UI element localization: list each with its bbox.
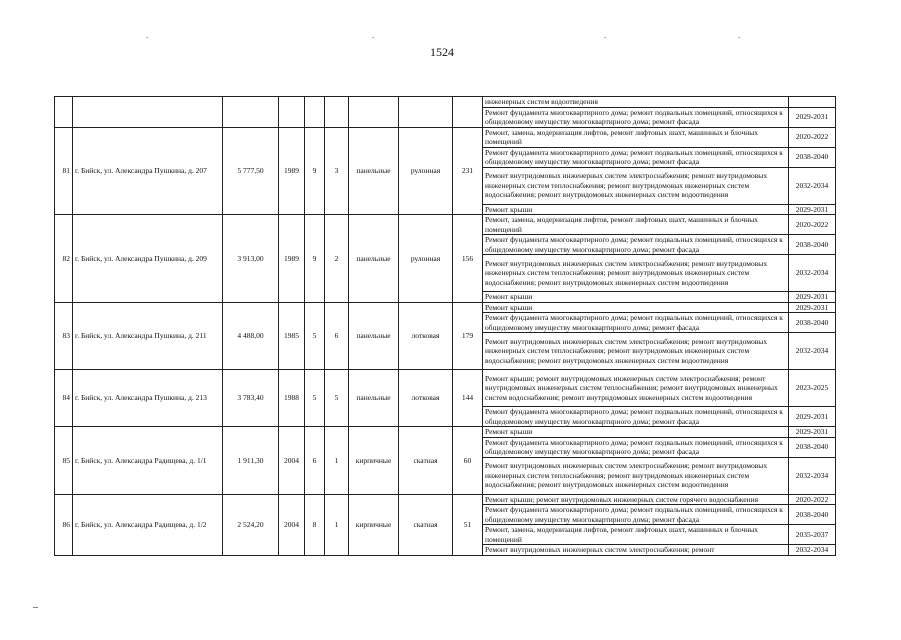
roof-cell [399,97,453,128]
building-area: 4 488,00 [223,302,279,370]
page-number: 1524 [430,45,454,59]
entrance-count: 5 [325,370,349,427]
work-type-cell: Ремонт фундамента многоквартирного дома; ремонт подвальных помещений, относящихся к общедомовому имуществу многоквартирного дома; ремонт фасада [483,437,789,457]
row-number: 82 [55,215,73,303]
period-cell: 2029-2031 [789,302,836,313]
period-cell: 2032-2034 [789,167,836,204]
work-type-cell: Ремонт внутридомовых инженерных систем электроснабжения; ремонт внутридомовых инженерных систем теплоснабжения; ремонт внутридомовых инженерных систем водоснабжения; ремонт внутридомовых инженерных систем водоотведения [483,167,789,204]
building-area: 2 524,20 [223,494,279,555]
period-cell: 2038-2040 [789,437,836,457]
construction-year: 1989 [279,215,305,303]
period-cell: 2038-2040 [789,235,836,255]
building-area: 3 783,40 [223,370,279,427]
entrance-count: 3 [325,127,349,215]
building-address: г. Бийск, ул. Александра Радищева, д. 1/1 [73,427,223,495]
wall-material: панельные [349,215,399,303]
work-type-cell: Ремонт, замена, модернизация лифтов, ремонт лифтовых шахт, машинных и блочных помещений [483,127,789,147]
work-type-cell: Ремонт фундамента многоквартирного дома; ремонт подвальных помещений, относящихся к общедомовому имуществу многоквартирного дома; ремонт фасада [483,107,789,127]
period-cell: 2038-2040 [789,147,836,167]
floor-count: 6 [305,427,325,495]
floor-count: 5 [305,370,325,427]
period-cell: 2038-2040 [789,313,836,333]
work-type-cell: Ремонт крыши; ремонт внутридомовых инженерных систем горячего водоснабжения [483,494,789,505]
table-body [55,97,836,556]
construction-year: 1988 [279,370,305,427]
period-cell: 2032-2034 [789,457,836,494]
work-type-cell: Ремонт внутридомовых инженерных систем электроснабжения; ремонт внутридомовых инженерных систем теплоснабжения; ремонт внутридомовых инженерных систем водоснабжения; ремонт внутридомовых инженерных систем водоотведения [483,255,789,292]
wall-material: кирпичные [349,494,399,555]
wall-material: панельные [349,370,399,427]
roof-type: лотковая [399,302,453,370]
scan-dot: . [738,30,741,40]
row-number: 81 [55,127,73,215]
roof-type: рулонная [399,215,453,303]
roof-type: скатная [399,427,453,495]
work-type-cell: Ремонт крыши; ремонт внутридомовых инженерных систем электроснабжения; ремонт внутридомовых инженерных систем теплоснабжения; ремонт внутридомовых инженерных систем водоснабжения; ремонт внутридомовых инженерных систем водоотведения [483,370,789,407]
floors-cell [305,97,325,128]
wall-material: кирпичные [349,427,399,495]
area-cell [223,97,279,128]
period-cell: 2029-2031 [789,107,836,127]
construction-year: 1989 [279,127,305,215]
scan-dot: . [604,30,607,40]
period-cell: 2032-2034 [789,333,836,370]
work-type-cell: Ремонт, замена, модернизация лифтов, ремонт лифтовых шахт, машинных и блочных помещений [483,215,789,235]
period-cell: 2038-2040 [789,505,836,525]
work-type-cell: Ремонт фундамента многоквартирного дома; ремонт подвальных помещений, относящихся к общедомовому имуществу многоквартирного дома; ремонт фасада [483,147,789,167]
work-type-cell: Ремонт крыши [483,302,789,313]
work-type-cell: инженерных систем водоотведения [483,97,789,108]
work-type-cell: Ремонт внутридомовых инженерных систем электроснабжения; ремонт [483,545,789,556]
period-cell: 2032-2034 [789,545,836,556]
period-cell: 2020-2022 [789,215,836,235]
entrance-count: 1 [325,494,349,555]
construction-year: 2004 [279,427,305,495]
work-type-cell: Ремонт крыши [483,204,789,215]
period-cell: 2023-2025 [789,370,836,407]
building-address: г. Бийск, ул. Александра Пушкина, д. 209 [73,215,223,303]
period-cell: 2029-2031 [789,407,836,427]
floor-count: 9 [305,127,325,215]
building-address: г. Бийск, ул. Александра Пушкина, д. 207 [73,127,223,215]
building-area: 3 913,00 [223,215,279,303]
row-number: 86 [55,494,73,555]
period-cell: 2029-2031 [789,427,836,438]
scan-dot: . [372,30,375,40]
residents-count: 179 [453,302,483,370]
work-type-cell: Ремонт фундамента многоквартирного дома; ремонт подвальных помещений, относящихся к общедомовому имуществу многоквартирного дома; ремонт фасада [483,235,789,255]
work-type-cell: Ремонт внутридомовых инженерных систем электроснабжения; ремонт внутридомовых инженерных систем теплоснабжения; ремонт внутридомовых инженерных систем водоснабжения; ремонт внутридомовых инженерных систем водоотведения [483,333,789,370]
residents-count: 156 [453,215,483,303]
period-cell: 2020-2022 [789,494,836,505]
roof-type: скатная [399,494,453,555]
roof-type: рулонная [399,127,453,215]
address-cell [73,97,223,128]
roof-type: лотковая [399,370,453,427]
work-type-cell: Ремонт крыши [483,292,789,303]
period-cell: 2020-2022 [789,127,836,147]
period-cell: 2029-2031 [789,292,836,303]
building-address: г. Бийск, ул. Александра Пушкина, д. 211 [73,302,223,370]
year-cell [279,97,305,128]
wall-material: панельные [349,127,399,215]
period-cell: 2035-2037 [789,525,836,545]
residents-count: 60 [453,427,483,495]
entrance-count: 2 [325,215,349,303]
period-cell [789,97,836,108]
construction-year: 2004 [279,494,305,555]
period-cell: 2029-2031 [789,204,836,215]
wall-material: панельные [349,302,399,370]
table-row [55,97,836,108]
work-type-cell: Ремонт крыши [483,427,789,438]
residents-count: 144 [453,370,483,427]
scan-mark: – [33,602,38,613]
building-address: г. Бийск, ул. Александра Радищева, д. 1/2 [73,494,223,555]
row-number: 85 [55,427,73,495]
table-row [55,494,836,505]
table-row [55,427,836,438]
row-number: 84 [55,370,73,427]
building-address: г. Бийск, ул. Александра Пушкина, д. 213 [73,370,223,427]
work-type-cell: Ремонт фундамента многоквартирного дома; ремонт подвальных помещений, относящихся к общедомовому имуществу многоквартирного дома; ремонт фасада [483,505,789,525]
row-number: 83 [55,302,73,370]
table-row [55,127,836,147]
construction-year: 1985 [279,302,305,370]
floor-count: 5 [305,302,325,370]
row-number-cell [55,97,73,128]
residents-count: 51 [453,494,483,555]
floor-count: 9 [305,215,325,303]
work-type-cell: Ремонт внутридомовых инженерных систем электроснабжения; ремонт внутридомовых инженерных систем теплоснабжения; ремонт внутридомовых инженерных систем водоснабжения; ремонт внутридомовых инженерных систем водоотведения [483,457,789,494]
work-type-cell: Ремонт, замена, модернизация лифтов, ремонт лифтовых шахт, машинных и блочных помещений [483,525,789,545]
building-area: 5 777,50 [223,127,279,215]
floor-count: 8 [305,494,325,555]
scan-dot: . [146,30,149,40]
work-type-cell: Ремонт фундамента многоквартирного дома; ремонт подвальных помещений, относящихся к общедомовому имуществу многоквартирного дома; ремонт фасада [483,407,789,427]
count-cell [453,97,483,128]
table-row [55,302,836,313]
entrance-count: 1 [325,427,349,495]
entrances-cell [325,97,349,128]
entrance-count: 6 [325,302,349,370]
table-row [55,370,836,407]
residents-count: 231 [453,127,483,215]
building-area: 1 911,30 [223,427,279,495]
work-type-cell: Ремонт фундамента многоквартирного дома; ремонт подвальных помещений, относящихся к общедомовому имуществу многоквартирного дома; ремонт фасада [483,313,789,333]
repair-schedule-table [54,96,836,556]
walls-cell [349,97,399,128]
period-cell: 2032-2034 [789,255,836,292]
table-row [55,215,836,235]
